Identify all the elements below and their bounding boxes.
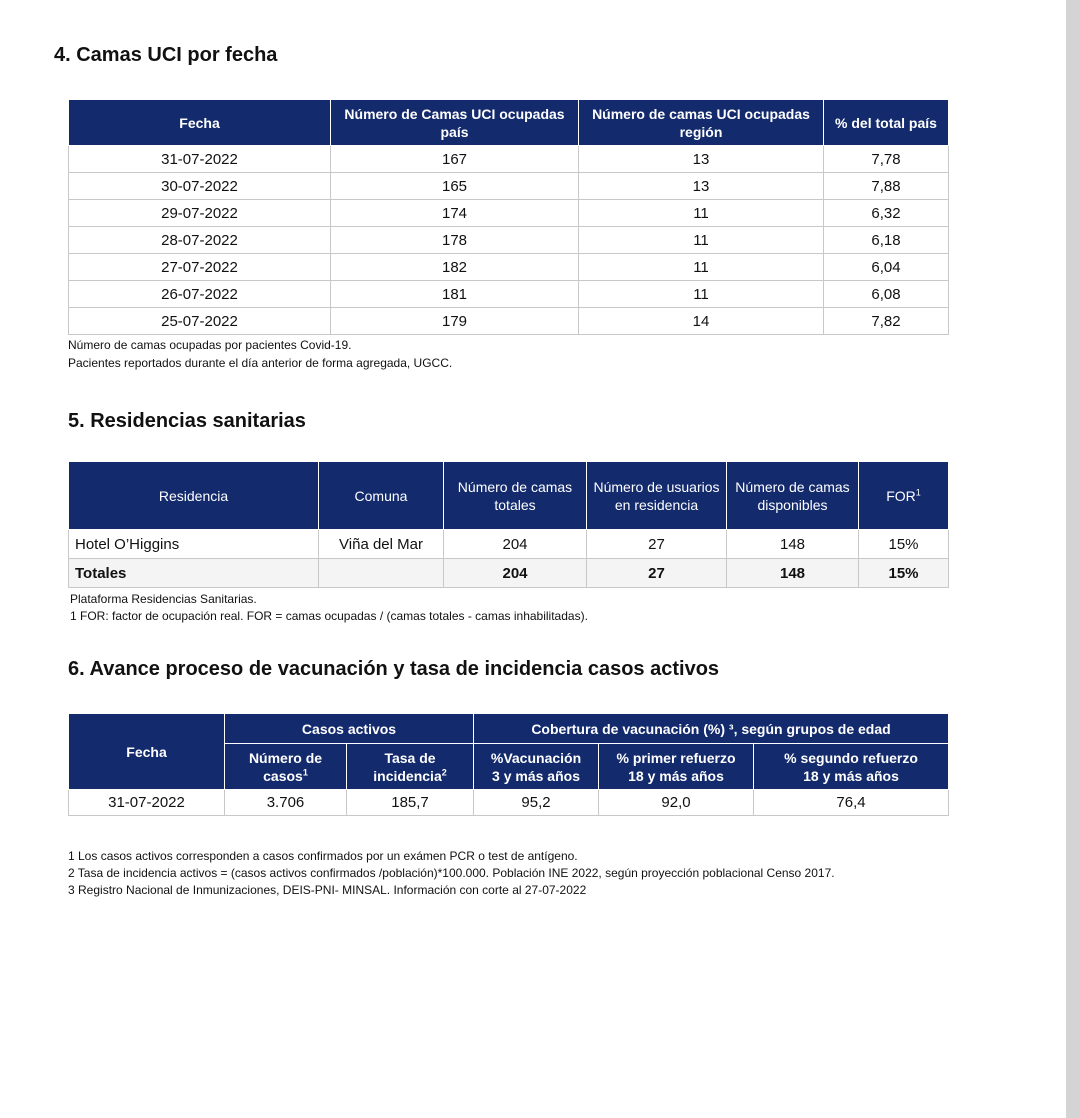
cell-camas-disponibles: 148 [727,559,859,588]
header-segundo-refuerzo: % segundo refuerzo 18 y más años [754,744,949,790]
cell-camas-pais: 181 [331,281,579,308]
table-row [69,530,949,559]
table-row [69,281,949,308]
cell-fecha: 31-07-2022 [69,790,225,816]
cell-pct-total: 6,08 [824,281,949,308]
cell-usuarios: 27 [587,530,727,559]
table-row [69,146,949,173]
vacunacion-table [68,713,949,816]
header-fecha: Fecha [69,100,331,146]
table-row [69,254,949,281]
cell-fecha: 29-07-2022 [69,200,331,227]
header-camas-region: Número de camas UCI ocupadas región [579,100,824,146]
totals-row [69,559,949,588]
header-casos-activos: Casos activos [225,714,474,744]
cell-camas-totales: 204 [444,530,587,559]
cell-camas-pais: 167 [331,146,579,173]
header-camas-pais: Número de Camas UCI ocupadas país [331,100,579,146]
table-row [69,173,949,200]
residencias-note-1: Plataforma Residencias Sanitarias. [70,592,257,606]
cell-pct-total: 7,82 [824,308,949,335]
header-for-sup: 1 [915,486,921,497]
header-usuarios: Número de usuarios en residencia [587,462,727,530]
header-primer-refuerzo: % primer refuerzo 18 y más años [599,744,754,790]
header-camas-disponibles: Número de camas disponibles [727,462,859,530]
uci-note-2: Pacientes reportados durante el día anterior de forma agregada, UGCC. [68,356,453,370]
cell-comuna: Viña del Mar [319,530,444,559]
cell-camas-region: 11 [579,281,824,308]
cell-residencia: Totales [69,559,319,588]
cell-for: 15% [859,559,949,588]
header-pct-total: % del total país [824,100,949,146]
cell-camas-region: 11 [579,227,824,254]
header-vacunacion: %Vacunación 3 y más años [474,744,599,790]
cell-camas-pais: 165 [331,173,579,200]
cell-camas-totales: 204 [444,559,587,588]
uci-note-1: Número de camas ocupadas por pacientes Covid-19. [68,338,352,352]
cell-camas-region: 11 [579,254,824,281]
cell-fecha: 28-07-2022 [69,227,331,254]
cell-camas-pais: 178 [331,227,579,254]
section-5-heading: 5. Residencias sanitarias [68,410,306,432]
header-camas-totales: Número de camas totales [444,462,587,530]
cell-camas-pais: 174 [331,200,579,227]
cell-segundo-refuerzo: 76,4 [754,790,949,816]
cell-comuna [319,559,444,588]
cell-usuarios: 27 [587,559,727,588]
cell-camas-region: 13 [579,146,824,173]
vacunacion-note-1: 1 Los casos activos corresponden a casos confirmados por un exámen PCR o test de antígeno. [68,849,578,863]
cell-residencia: Hotel O’Higgins [69,530,319,559]
cell-camas-pais: 179 [331,308,579,335]
cell-fecha: 27-07-2022 [69,254,331,281]
vacunacion-group-header-row [69,714,949,744]
scrollbar[interactable] [1066,0,1080,1118]
table-row [69,200,949,227]
cell-camas-disponibles: 148 [727,530,859,559]
cell-vacunacion: 95,2 [474,790,599,816]
residencias-note-2: 1 FOR: factor de ocupación real. FOR = camas ocupadas / (camas totales - camas inhabilitadas). [70,609,588,623]
cell-pct-total: 6,04 [824,254,949,281]
cell-primer-refuerzo: 92,0 [599,790,754,816]
cell-camas-region: 14 [579,308,824,335]
cell-pct-total: 7,88 [824,173,949,200]
cell-fecha: 26-07-2022 [69,281,331,308]
cell-camas-region: 11 [579,200,824,227]
header-comuna: Comuna [319,462,444,530]
header-residencia: Residencia [69,462,319,530]
cell-fecha: 31-07-2022 [69,146,331,173]
uci-header-row [69,100,949,146]
section-6-heading: 6. Avance proceso de vacunación y tasa de incidencia casos activos [68,658,720,680]
header-cobertura: Cobertura de vacunación (%) ³, según grupos de edad [474,714,949,744]
table-row [69,308,949,335]
header-tasa-incidencia: Tasa de incidencia$^2$ [347,744,474,790]
cell-pct-total: 6,18 [824,227,949,254]
cell-tasa-incidencia: 185,7 [347,790,474,816]
residencias-header-row [69,462,949,530]
cell-numero-casos: 3.706 [225,790,347,816]
header-numero-casos: Número de casos$^1$ [225,744,347,790]
cell-pct-total: 7,78 [824,146,949,173]
residencias-table [68,461,949,588]
cell-camas-region: 13 [579,173,824,200]
table-row [69,227,949,254]
vacunacion-note-3: 3 Registro Nacional de Inmunizaciones, DEIS-PNI- MINSAL. Información con corte al 27-07-2022 [68,883,587,897]
cell-fecha: 25-07-2022 [69,308,331,335]
table-row [69,790,949,816]
cell-pct-total: 6,32 [824,200,949,227]
header-for: FOR$^1$ [859,462,949,530]
cell-for: 15% [859,530,949,559]
cell-fecha: 30-07-2022 [69,173,331,200]
section-4-heading: 4. Camas UCI por fecha [54,44,278,66]
vacunacion-note-2: 2 Tasa de incidencia activos = (casos activos confirmados /población)*100.000. Población INE 2022, según proyección poblacional Censo 2017. [68,866,835,880]
cell-camas-pais: 182 [331,254,579,281]
uci-beds-table [68,99,949,335]
header-fecha-vac: Fecha [69,714,225,790]
